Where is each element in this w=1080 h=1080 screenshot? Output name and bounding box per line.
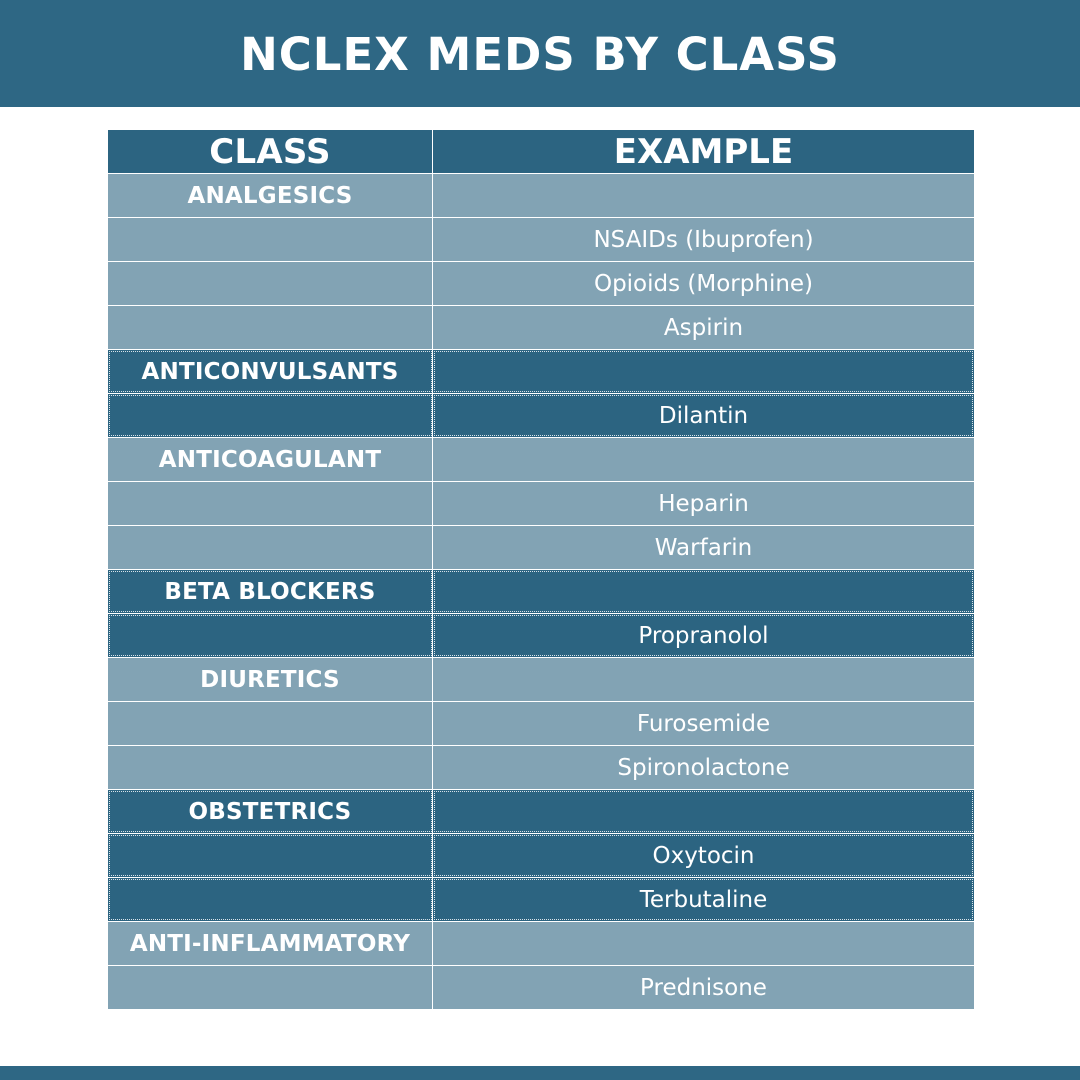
class-cell: OBSTETRICS — [108, 790, 433, 833]
example-cell: Spironolactone — [433, 746, 974, 789]
example-cell — [433, 658, 974, 701]
example-cell — [433, 350, 974, 393]
example-cell: Warfarin — [433, 526, 974, 569]
class-cell: BETA BLOCKERS — [108, 570, 433, 613]
class-cell — [108, 702, 433, 745]
example-cell: Heparin — [433, 482, 974, 525]
example-cell: Terbutaline — [433, 878, 974, 921]
header-band — [0, 0, 1080, 107]
table-row — [108, 482, 974, 526]
class-cell — [108, 306, 433, 349]
class-cell: ANTICOAGULANT — [108, 438, 433, 481]
example-cell: Propranolol — [433, 614, 974, 657]
table-row — [108, 394, 974, 438]
table-row — [108, 262, 974, 306]
example-cell — [433, 174, 974, 217]
class-cell: ANTICONVULSANTS — [108, 350, 433, 393]
example-cell: Furosemide — [433, 702, 974, 745]
example-cell: Prednisone — [433, 966, 974, 1009]
example-cell — [433, 438, 974, 481]
class-cell — [108, 262, 433, 305]
class-column-header: CLASS — [108, 130, 433, 173]
table-row — [108, 746, 974, 790]
table-row — [108, 174, 974, 218]
class-cell — [108, 746, 433, 789]
class-cell — [108, 482, 433, 525]
class-cell: DIURETICS — [108, 658, 433, 701]
table-row — [108, 614, 974, 658]
table-row — [108, 526, 974, 570]
table-row — [108, 438, 974, 482]
table-row — [108, 658, 974, 702]
table-row — [108, 878, 974, 922]
example-cell — [433, 570, 974, 613]
class-cell — [108, 526, 433, 569]
table-header-row — [108, 130, 974, 174]
table-row — [108, 966, 974, 1010]
example-cell: Opioids (Morphine) — [433, 262, 974, 305]
class-cell: ANALGESICS — [108, 174, 433, 217]
class-cell — [108, 218, 433, 261]
example-cell — [433, 922, 974, 965]
table-row — [108, 570, 974, 614]
class-cell — [108, 394, 433, 437]
class-cell: ANTI-INFLAMMATORY — [108, 922, 433, 965]
example-cell: Oxytocin — [433, 834, 974, 877]
class-cell — [108, 966, 433, 1009]
table-row — [108, 922, 974, 966]
table-row — [108, 306, 974, 350]
footer-band — [0, 1066, 1080, 1080]
table-row — [108, 790, 974, 834]
example-cell: Dilantin — [433, 394, 974, 437]
class-cell — [108, 878, 433, 921]
table-row — [108, 218, 974, 262]
example-cell: NSAIDs (Ibuprofen) — [433, 218, 974, 261]
meds-table — [108, 130, 974, 1010]
table-row — [108, 834, 974, 878]
table-row — [108, 350, 974, 394]
example-cell: Aspirin — [433, 306, 974, 349]
class-cell — [108, 834, 433, 877]
page-title: NCLEX MEDS BY CLASS — [240, 28, 840, 81]
table-row — [108, 702, 974, 746]
example-cell — [433, 790, 974, 833]
class-cell — [108, 614, 433, 657]
table-body — [108, 174, 974, 1010]
example-column-header: EXAMPLE — [433, 130, 974, 173]
